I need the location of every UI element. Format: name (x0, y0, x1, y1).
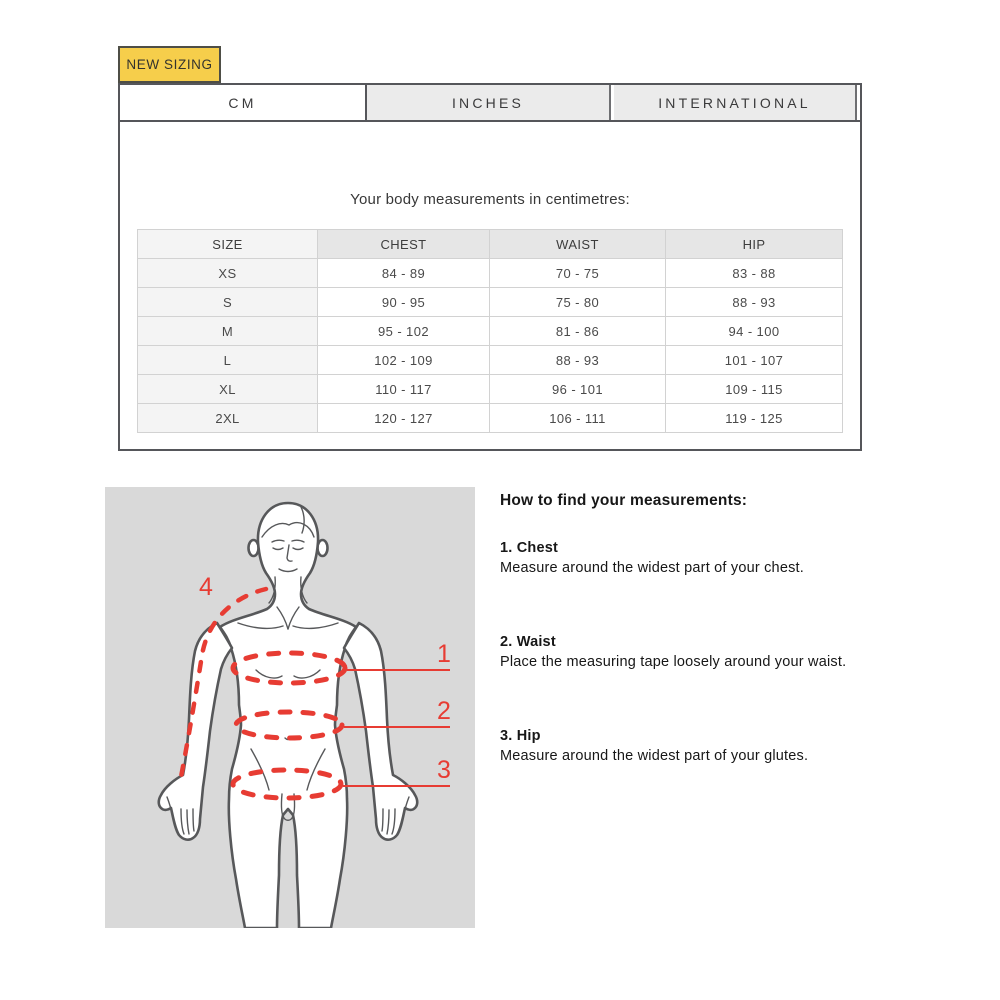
col-header-size: SIZE (138, 230, 318, 259)
table-row (138, 404, 843, 433)
tab-inches[interactable]: INCHES (367, 85, 611, 120)
col-header-hip: HIP (666, 230, 843, 259)
size-table (137, 229, 843, 433)
chest-cell: 102 - 109 (318, 346, 490, 375)
chest-cell: 90 - 95 (318, 288, 490, 317)
table-row (138, 288, 843, 317)
size-cell: XL (138, 375, 318, 404)
instruction-text: Measure around the widest part of your glutes. (500, 748, 809, 764)
waist-cell: 96 - 101 (490, 375, 666, 404)
hip-point-label: 3 (437, 756, 451, 784)
instruction-item-hip (500, 728, 920, 764)
chest-cell: 95 - 102 (318, 317, 490, 346)
chest-cell: 110 - 117 (318, 375, 490, 404)
table-row (138, 346, 843, 375)
tab-cm[interactable]: CM (120, 85, 367, 120)
size-cell: 2XL (138, 404, 318, 433)
hip-cell: 94 - 100 (666, 317, 843, 346)
instruction-label: 3. Hip (500, 728, 541, 744)
instruction-item-waist (500, 634, 920, 670)
instruction-text: Measure around the widest part of your chest. (500, 560, 804, 576)
col-header-waist: WAIST (490, 230, 666, 259)
instruction-item-chest (500, 540, 920, 576)
tab-international[interactable]: INTERNATIONAL (614, 85, 857, 120)
size-chart-box (118, 83, 862, 451)
figure-body-silhouette (220, 503, 356, 928)
measurement-instructions (500, 487, 920, 764)
size-cell: M (138, 317, 318, 346)
hip-cell: 83 - 88 (666, 259, 843, 288)
chart-title: Your body measurements in centimetres: (350, 191, 630, 208)
size-cell: L (138, 346, 318, 375)
instruction-text: Place the measuring tape loosely around your waist. (500, 654, 847, 670)
col-header-chest: CHEST (318, 230, 490, 259)
chest-point-label: 1 (437, 640, 451, 668)
hip-cell: 119 - 125 (666, 404, 843, 433)
instructions-title: How to find your measurements: (500, 492, 748, 509)
waist-point-label: 2 (437, 697, 451, 725)
hip-cell: 101 - 107 (666, 346, 843, 375)
new-sizing-badge (118, 46, 221, 83)
instruction-label: 1. Chest (500, 540, 559, 556)
table-row (138, 259, 843, 288)
waist-cell: 70 - 75 (490, 259, 666, 288)
chest-cell: 120 - 127 (318, 404, 490, 433)
new-sizing-badge-label: NEW SIZING (126, 57, 213, 72)
chest-cell: 84 - 89 (318, 259, 490, 288)
sleeve-point-label: 4 (199, 573, 213, 601)
waist-cell: 106 - 111 (490, 404, 666, 433)
waist-cell: 88 - 93 (490, 346, 666, 375)
table-row (138, 375, 843, 404)
unit-tabs (120, 85, 860, 122)
body-measurement-figure (105, 487, 475, 928)
measurement-diagram-panel (105, 487, 475, 928)
table-header-row (138, 230, 843, 259)
instruction-label: 2. Waist (500, 634, 556, 650)
size-cell: S (138, 288, 318, 317)
hip-cell: 88 - 93 (666, 288, 843, 317)
table-row (138, 317, 843, 346)
size-cell: XS (138, 259, 318, 288)
hip-cell: 109 - 115 (666, 375, 843, 404)
waist-cell: 75 - 80 (490, 288, 666, 317)
waist-cell: 81 - 86 (490, 317, 666, 346)
